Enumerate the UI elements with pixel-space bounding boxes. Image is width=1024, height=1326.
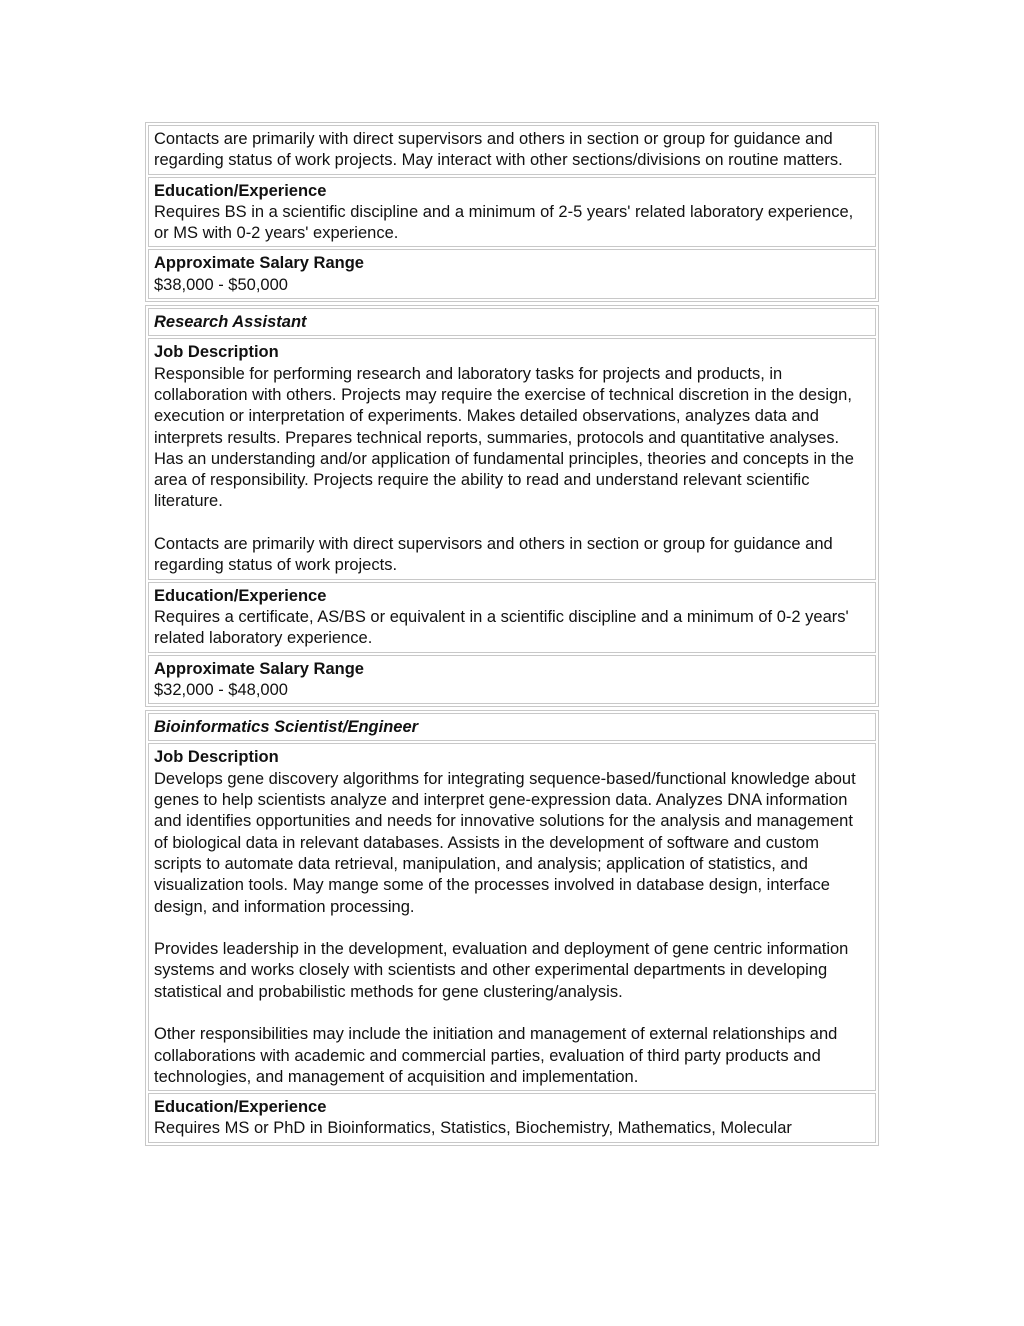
section-heading: Approximate Salary Range: [154, 659, 364, 678]
section-cell: [148, 338, 876, 579]
section-heading: Education/Experience: [154, 1098, 327, 1117]
body-paragraph: Contacts are primarily with direct supervisors and others in section or group for guidance and regarding status of work projects. May interact with other sections/divisions on routine matters.: [154, 130, 843, 170]
body-paragraph: $32,000 - $48,000: [154, 680, 288, 699]
body-paragraph: Responsible for performing research and laboratory tasks for projects and products, in collaboration with others. Projects may require the exercise of technical discretion in the design, execution or interpretation of experiments. Makes detailed observations, analyzes data and interprets results. Prepares technical reports, summaries, protocols and quantitative analyses. Has an understanding and/or application of fundamental principles, theories and concepts in the area of responsibility. Projects require the ability to read and understand relevant scientific literature.: [154, 364, 854, 511]
body-paragraph: Requires a certificate, AS/BS or equivalent in a scientific discipline and a minimum of 0-2 years' related laboratory experience.: [154, 607, 849, 648]
job-section: [145, 305, 879, 707]
section-cell: [148, 125, 876, 175]
job-descriptions-document: [145, 122, 879, 1149]
section-heading: Education/Experience: [154, 181, 327, 200]
section-cell: [148, 249, 876, 299]
body-paragraph: Contacts are primarily with direct supervisors and others in section or group for guidance and regarding status of work projects.: [154, 535, 833, 575]
section-cell: [148, 177, 876, 248]
section-cell: [148, 582, 876, 653]
body-paragraph: Provides leadership in the development, evaluation and deployment of gene centric information systems and works closely with scientists and other experimental departments in developing statistical and probabilistic methods for gene clustering/analysis.: [154, 940, 849, 1001]
body-paragraph: $38,000 - $50,000: [154, 275, 288, 294]
body-paragraph: Requires MS or PhD in Bioinformatics, Statistics, Biochemistry, Mathematics, Molecular: [154, 1119, 792, 1138]
section-heading: Job Description: [154, 748, 279, 767]
job-title: Research Assistant: [148, 308, 876, 336]
body-paragraph: Other responsibilities may include the initiation and management of external relationships and collaborations with academic and commercial parties, evaluation of third party products and technologies, and management of acquisition and implementation.: [154, 1025, 838, 1086]
section-heading: Education/Experience: [154, 586, 327, 605]
section-heading: Approximate Salary Range: [154, 254, 364, 273]
section-heading: Job Description: [154, 343, 279, 362]
section-cell: [148, 1093, 876, 1143]
section-cell: [148, 743, 876, 1091]
job-section: [145, 122, 879, 302]
job-title: Bioinformatics Scientist/Engineer: [148, 713, 876, 741]
body-paragraph: Requires BS in a scientific discipline and a minimum of 2-5 years' related laboratory experience, or MS with 0-2 years' experience.: [154, 202, 854, 243]
section-cell: [148, 655, 876, 705]
job-section: [145, 710, 879, 1146]
body-paragraph: Develops gene discovery algorithms for integrating sequence-based/functional knowledge about genes to help scientists analyze and interpret gene-expression data. Analyzes DNA information and identifies opportunities and needs for innovative solutions for the analysis and management of biological data in relevant databases. Assists in the development of software and custom scripts to automate data retrieval, manipulation, and analysis; application of statistics, and visualization tools. May mange some of the processes involved in database design, interface design, and information processing.: [154, 769, 856, 916]
